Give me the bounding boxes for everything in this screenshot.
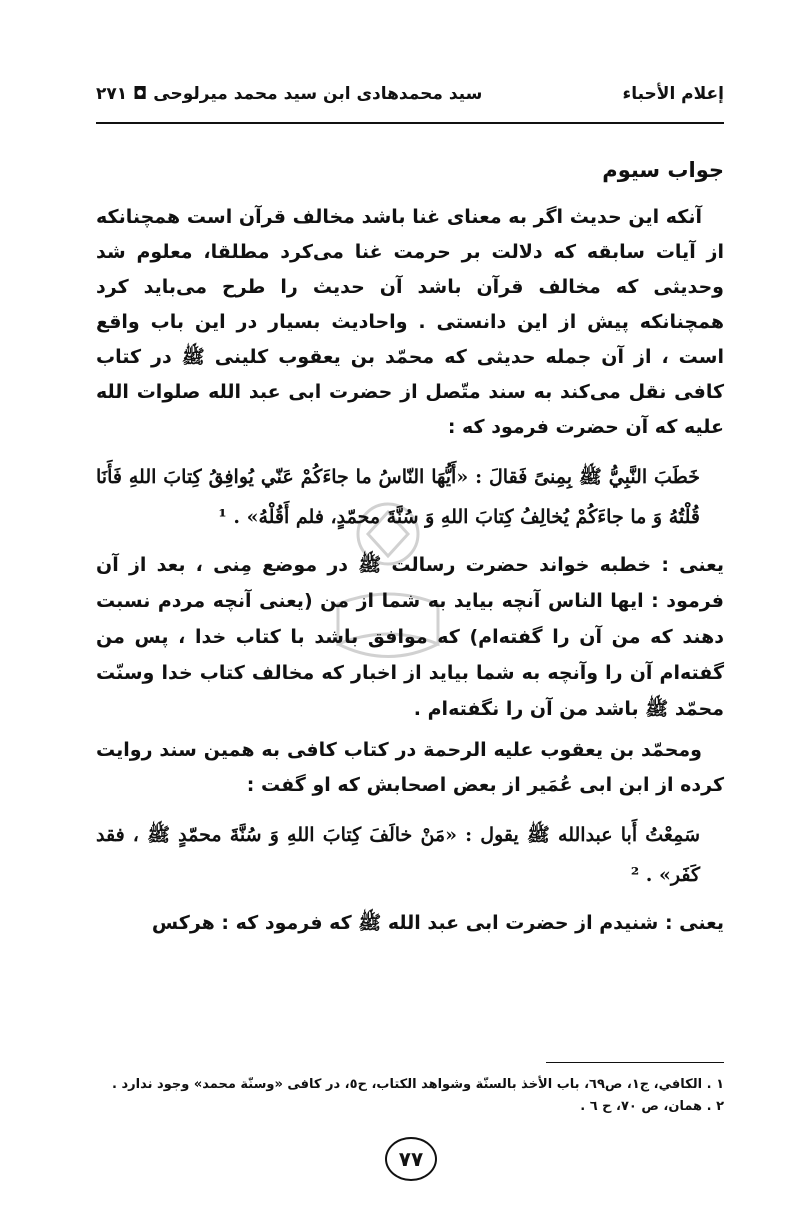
paragraph: آنكه اين حديث اگر به معناى غنا باشد مخالف قرآن است همچنانكه از آيات سابقه كه دلالت بر حرمت غنا مى‌كرد مطلقا، معلوم شد وحديثى كه مخالف قرآن باشد آن حديث را طرح مى‌بايد كرد همچنانكه پيش از اين دانستى . واحاديث بسيار در اين باب واقع است ، از آن جمله حديثى كه محمّد بن يعقوب كلينى ﷺ در كتاب كافى نقل مى‌كند به سند متّصل از حضرت ابى عبد الله صلوات الله عليه كه آن حضرت فرمود كه : bbox=[96, 206, 724, 438]
hadith-quote: خَطَبَ النَّبِيُّ ﷺ بِمِنىً فَقالَ : «أَيُّهَا النّاسُ ما جاءَكُمْ عَنّي يُوافِقُ كِتابَ اللهِ فَأَنَا قُلْتُهُ وَ ما جاءَكُمْ يُخالِفُ كِتابَ اللهِ وَ سُنَّةَ محمّدٍ، فلم أَقُلْهُ» . ¹ bbox=[96, 466, 700, 528]
page-number: ٧٧ bbox=[385, 1137, 437, 1181]
header-author-page: سيد محمدهادى ابن سيد محمد ميرلوحى ◘ ٢٧١ bbox=[96, 84, 483, 104]
paragraph: ومحمّد بن يعقوب عليه الرحمة در كتاب كافى به همين سند روايت كرده از ابن ابى عُمَير از بعض اصحابش كه او گفت : bbox=[96, 739, 724, 796]
hadith-quote: سَمِعْتُ أَبا عبدالله ﷺ يقول : «مَنْ خالَفَ كِتابَ اللهِ وَ سُنَّةَ محمّدٍ ﷺ ، فقد كَفَر» . ² bbox=[96, 824, 700, 886]
translation-paragraph: يعنى : خطبه خواند حضرت رسالت ﷺ در موضع مِنى ، بعد از آن فرمود : ايها الناس آنچه بيايد به شما از من (يعنى آنچه مردم نسبت دهند كه من آن را گفته‌ام) كه موافق باشد با كتاب خدا ، پس من گفته‌ام آن را وآنچه به شما بيايد از اخبار كه مخالف كتاب خدا وسنّت محمّد ﷺ باشد من آن را نگفته‌ام . bbox=[96, 554, 724, 720]
translation-paragraph: يعنى : شنيدم از حضرت ابى عبد الله ﷺ كه فرمود كه : هركس bbox=[151, 912, 724, 934]
footnote-2: ٢ . همان، ص ٧٠، ح ٦ . bbox=[580, 1099, 724, 1114]
section-title: جواب سيوم bbox=[602, 158, 724, 182]
footnotes bbox=[96, 1074, 724, 1118]
footnote-rule bbox=[546, 1062, 724, 1063]
page-body bbox=[96, 158, 724, 947]
running-header bbox=[96, 84, 724, 114]
header-rule bbox=[96, 122, 724, 124]
header-book-title: إعلام الأحباء bbox=[622, 84, 724, 104]
footnote-1: ١ . الكافي، ج١، ص٦٩، باب الأخذ بالسنّة وشواهد الكتاب، ح٥، در كافى «وسنّة محمد» وجود ندارد . bbox=[112, 1077, 724, 1092]
